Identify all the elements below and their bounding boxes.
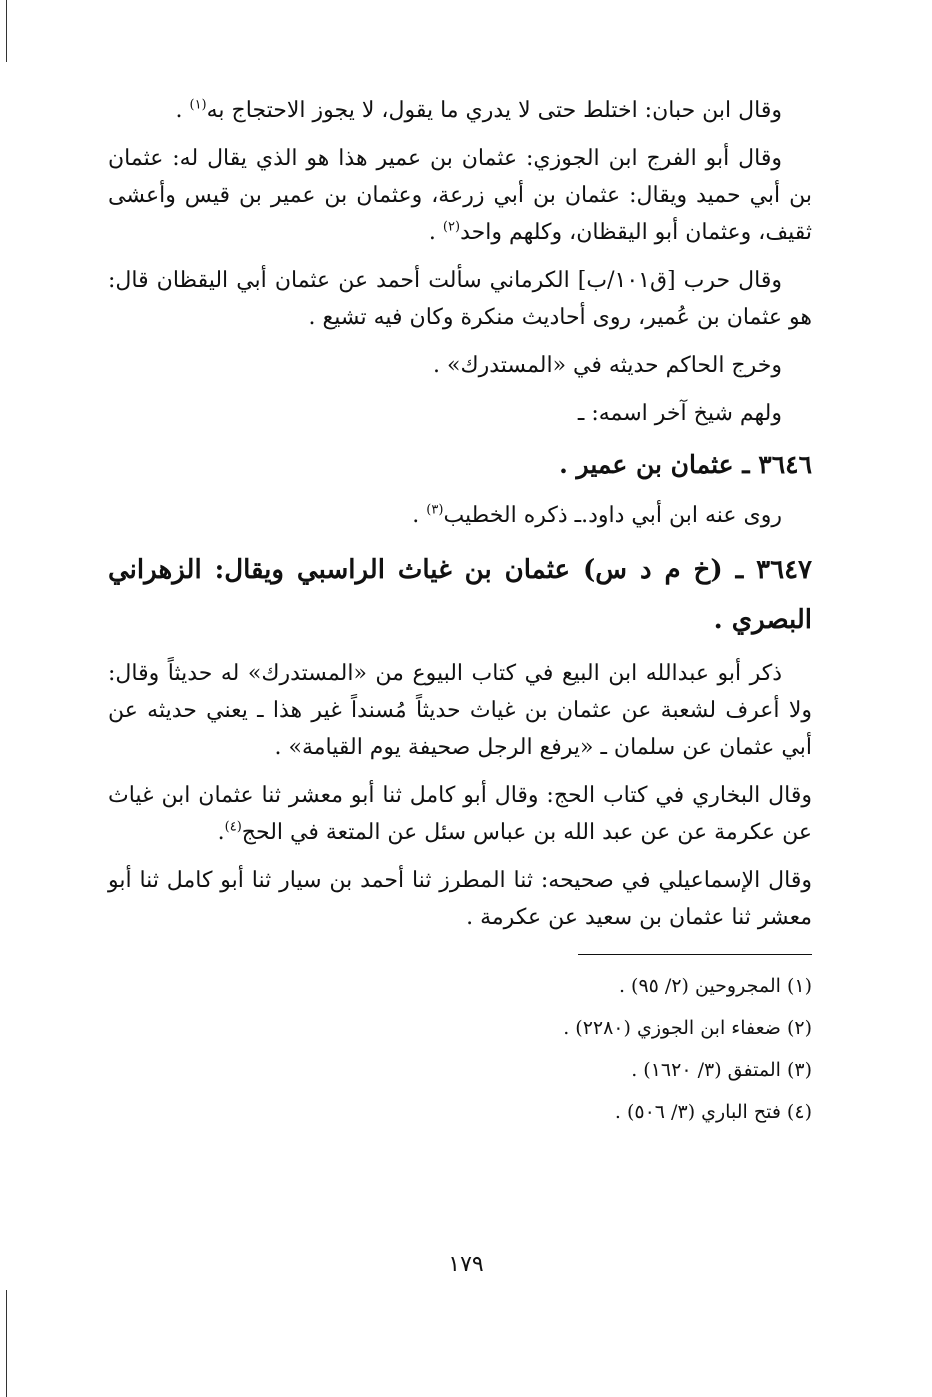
- paragraph: وقال ابن حبان: اختلط حتى لا يدري ما يقول، لا يجوز الاحتجاج به$^{(١)}$ .: [175, 97, 782, 123]
- paragraph: ولهم شيخ آخر اسمه: ـ: [577, 401, 782, 426]
- page-number: ١٧٩: [448, 1252, 484, 1277]
- paragraph: وقال الإسماعيلي في صحيحه: ثنا المطرز ثنا أحمد بن سيار ثنا أبو كامل ثنا أبو معشر ثنا عثمان بن سعيد عن عكرمة .: [108, 868, 812, 930]
- footnote-marker: (٤): [224, 819, 242, 835]
- footnote: (٣) المتفق (٣/ ١٦٢٠) .: [631, 1059, 812, 1081]
- footnote-marker: (٣): [426, 502, 444, 518]
- scan-edge-bottom: [6, 1290, 7, 1397]
- paragraph: روى عنه ابن أبي داود.ـ ذكره الخطيب$^{(٣)}$ .: [412, 502, 782, 528]
- paragraph: وقال البخاري في كتاب الحج: وقال أبو كامل ثنا أبو معشر ثنا عثمان ابن غياث عن عكرمة عن عن عبد الله بن عباس سئل عن المتعة في الحج$^{(٤)}$.: [108, 783, 812, 845]
- footnote-marker: (١): [189, 97, 207, 113]
- page-body: [108, 92, 812, 1133]
- paragraph: وخرج الحاكم حديثه في «المستدرك» .: [433, 353, 782, 378]
- paragraph: وقال أبو الفرج ابن الجوزي: عثمان بن عمير هذا هو الذي يقال له: عثمان بن أبي حميد ويقال: عثمان بن أبي زرعة، وعثمان بن عمير بن قيس وأعشى ثقيف، وعثمان أبو اليقظان، وكلهم واحد$^{(٢)}$ .: [108, 146, 812, 245]
- entry-title-3647: ٣٦٤٧ ـ (خ م د س) عثمان بن غياث الراسبي ويقال: الزهراني البصري .: [108, 555, 812, 635]
- footnote: (٤) فتح الباري (٣/ ٥٠٦) .: [614, 1101, 812, 1123]
- footnote: (٢) ضعفاء ابن الجوزي (٢٢٨٠) .: [563, 1017, 812, 1039]
- paragraph: ذكر أبو عبدالله ابن البيع في كتاب البيوع من «المستدرك» له حديثاً وقال: ولا أعرف لشعبة عن عثمان بن غياث حديثاً مُسنداً غير هذا ـ يعني حديثه عن أبي عثمان عن سلمان ـ «يرفع الرجل صحيفة يوم القيامة» .: [108, 661, 812, 760]
- entry-title-3646: ٣٦٤٦ ـ عثمان بن عمير .: [559, 450, 812, 479]
- scan-edge-top: [6, 0, 7, 62]
- footnote-divider: [578, 954, 812, 955]
- footnote-marker: (٢): [442, 219, 461, 235]
- footnote: (١) المجروحين (٢/ ٩٥) .: [618, 975, 812, 997]
- paragraph: وقال حرب [ق١٠١/ب] الكرماني سألت أحمد عن عثمان أبي اليقظان قال: هو عثمان بن عُمير، روى أحاديث منكرة وكان فيه تشيع .: [108, 268, 812, 330]
